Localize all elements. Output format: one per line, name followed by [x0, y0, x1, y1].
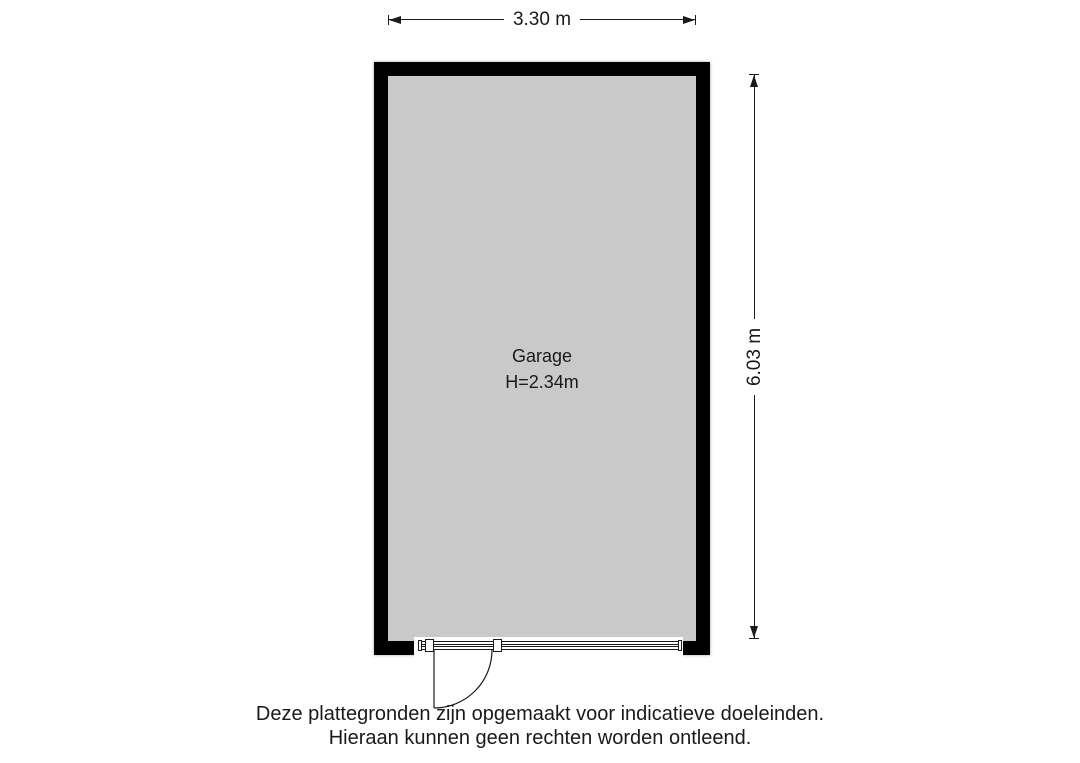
disclaimer	[0, 702, 1080, 750]
dimension-height	[744, 74, 765, 639]
ceiling-height-label: H=2.34m	[505, 372, 579, 392]
room-name-label: Garage	[511, 346, 573, 366]
dimension-tick	[695, 15, 696, 25]
dimension-tick	[749, 638, 759, 639]
dimension-width	[388, 9, 696, 30]
room-label-block	[374, 343, 710, 395]
arrow-left-icon	[389, 16, 401, 24]
disclaimer-line-1: Deze plattegronden zijn opgemaakt voor indicatieve doeleinden.	[255, 703, 825, 725]
arrow-up-icon	[750, 75, 758, 87]
arrow-right-icon	[683, 16, 695, 24]
door-swing-arc	[434, 650, 492, 708]
arrow-down-icon	[750, 626, 758, 638]
width-dimension-label: 3.30 m	[504, 9, 580, 31]
garage-door-end-cap-right	[678, 640, 682, 651]
garage-room-walls	[374, 62, 710, 655]
height-dimension-label: 6.03 m	[744, 318, 766, 394]
disclaimer-line-2: Hieraan kunnen geen rechten worden ontleend.	[328, 727, 752, 749]
